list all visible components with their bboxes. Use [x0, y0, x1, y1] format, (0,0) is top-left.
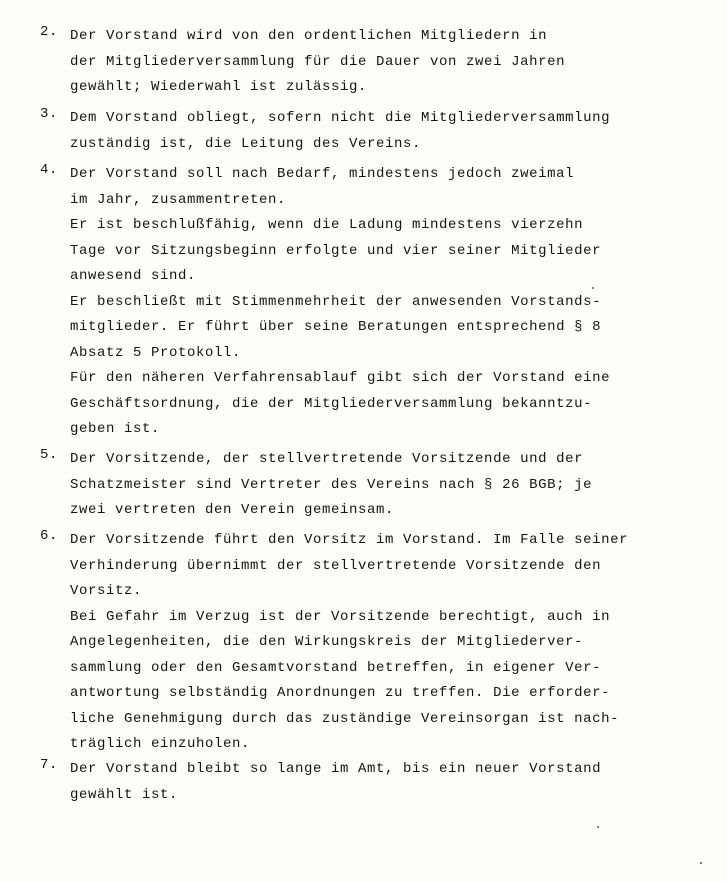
text-line: gewählt; Wiederwahl ist zulässig.	[70, 79, 368, 95]
text-line: zuständig ist, die Leitung des Vereins.	[70, 135, 422, 152]
text-line: Er beschließt mit Stimmenmehrheit der anwesenden Vorstands-	[70, 293, 602, 310]
scan-speck	[592, 287, 594, 289]
text-line: gewählt ist.	[70, 786, 179, 803]
item-text	[70, 447, 720, 524]
text-line: Der Vorsitzende, der stellvertretende Vorsitzende und der	[70, 451, 584, 467]
item-text	[70, 162, 720, 443]
text-line: Er ist beschlußfähig, wenn die Ladung mindestens vierzehn	[70, 217, 584, 233]
item-text	[70, 24, 720, 101]
text-line: Schatzmeister sind Vertreter des Vereins nach § 26 BGB; je	[70, 476, 593, 493]
text-line: Absatz 5 Protokoll.	[70, 344, 242, 361]
item-number: 7.	[40, 757, 59, 773]
text-line: Der Vorsitzende führt den Vorsitz im Vorstand. Im Falle seiner	[70, 532, 629, 548]
item-number: 6.	[40, 528, 59, 544]
text-line: antwortung selbständig Anordnungen zu treffen. Die erforder-	[70, 685, 611, 701]
item-text	[70, 528, 720, 758]
item-number: 2.	[40, 24, 59, 40]
item-text	[70, 757, 720, 808]
text-line: im Jahr, zusammentreten.	[70, 191, 287, 208]
item-text	[70, 106, 720, 157]
text-line: Der Vorstand soll nach Bedarf, mindestens jedoch zweimal	[70, 166, 575, 182]
text-line: mitglieder. Er führt über seine Beratungen entsprechend § 8	[70, 319, 602, 335]
scan-speck	[597, 826, 599, 828]
text-line: zwei vertreten den Verein gemeinsam.	[70, 502, 395, 518]
text-line: Verhinderung übernimmt der stellvertretende Vorsitzende den	[70, 557, 602, 574]
text-line: liche Genehmigung durch das zuständige Vereinsorgan ist nach-	[70, 710, 620, 727]
item-number: 5.	[40, 447, 59, 463]
item-number: 4.	[40, 162, 59, 178]
text-line: anwesend sind.	[70, 268, 197, 284]
text-line: geben ist.	[70, 421, 161, 437]
item-number: 3.	[40, 106, 59, 122]
text-line: träglich einzuholen.	[70, 736, 251, 752]
text-line: Bei Gefahr im Verzug ist der Vorsitzende berechtigt, auch in	[70, 608, 611, 625]
text-line: Geschäftsordnung, die der Mitgliederversammlung bekanntzu-	[70, 395, 593, 412]
text-line: der Mitgliederversammlung für die Dauer von zwei Jahren	[70, 53, 566, 70]
scan-speck	[700, 862, 702, 864]
text-line: sammlung oder den Gesamtvorstand betreffen, in eigener Ver-	[70, 659, 602, 676]
text-line: Vorsitz.	[70, 583, 143, 599]
text-line: Dem Vorstand obliegt, sofern nicht die Mitgliederversammlung	[70, 110, 611, 126]
text-line: Der Vorstand wird von den ordentlichen Mitgliedern in	[70, 28, 548, 44]
text-line: Für den näheren Verfahrensablauf gibt sich der Vorstand eine	[70, 370, 611, 386]
text-line: Tage vor Sitzungsbeginn erfolgte und vier seiner Mitglieder	[70, 242, 602, 259]
text-line: Angelegenheiten, die den Wirkungskreis der Mitgliederver-	[70, 634, 584, 650]
text-line: Der Vorstand bleibt so lange im Amt, bis ein neuer Vorstand	[70, 761, 602, 777]
